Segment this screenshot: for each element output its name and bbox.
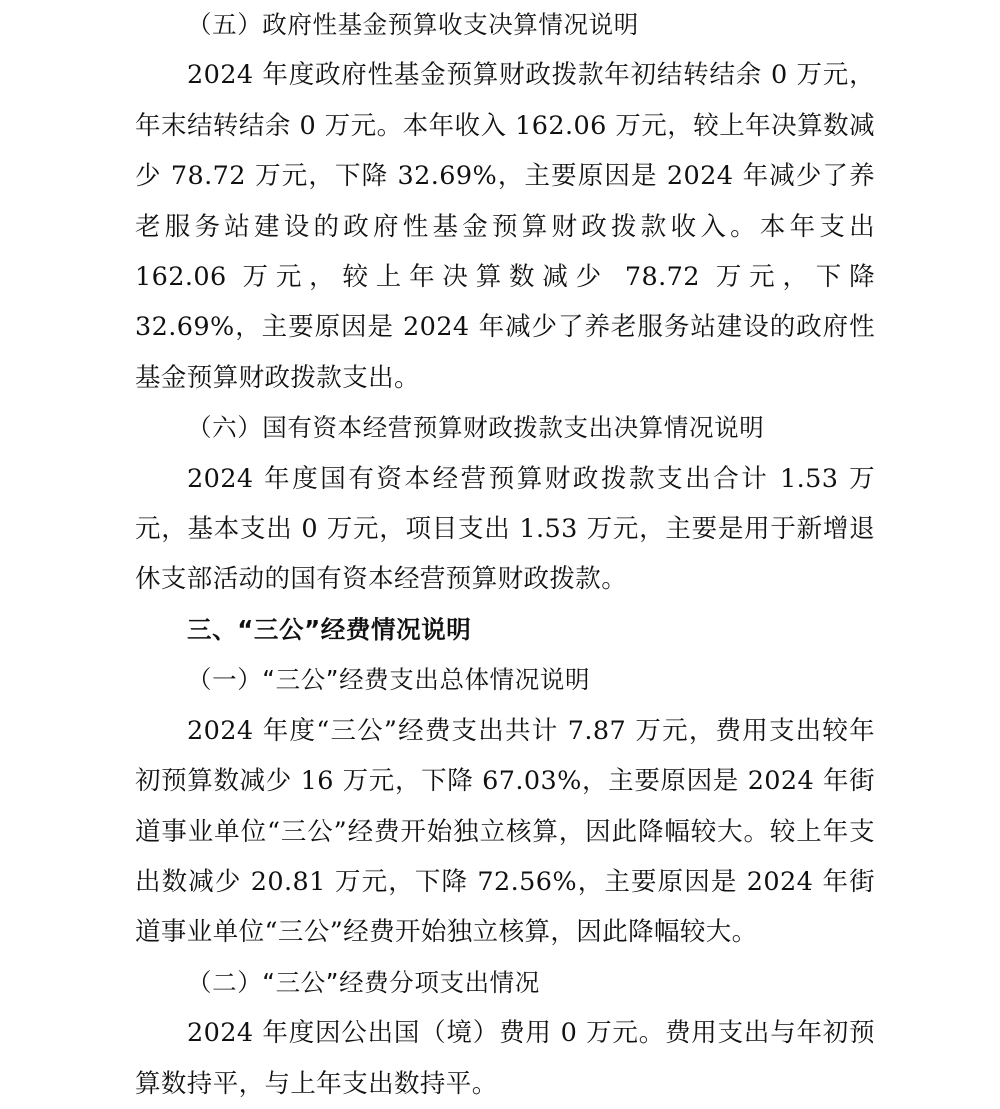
paragraph-state-capital: 2024 年度国有资本经营预算财政拨款支出合计 1.53 万元，基本支出 0 万元，项目支出 1.53 万元，主要是用于新增退休支部活动的国有资本经营预算财政拨款。 [135,463,875,595]
document-page [135,0,875,1109]
paragraph-government-fund: 2024 年度政府性基金预算财政拨款年初结转结余 0 万元，年末结转结余 0 万元。本年收入 162.06 万元，较上年决算数减少 78.72 万元，下降 32.69%，主要原因是 2024 年减少了养老服务站建设的政府性基金预算财政拨款收入。本年支出 162.06 万元，较上年决算数减少 78.72 万元，下降 32.69%，主要原因是 2024 年减少了养老服务站建设的政府性基金预算财政拨款支出。 [135,60,875,393]
section-heading-3-2: （二）“三公”经费分项支出情况 [187,967,540,997]
paragraph-three-public-items: 2024 年度因公出国（境）费用 0 万元。费用支出与年初预算数持平，与上年支出数持平。 [135,1018,875,1099]
paragraph-three-public-overall: 2024 年度“三公”经费支出共计 7.87 万元，费用支出较年初预算数减少 16 万元，下降 67.03%，主要原因是 2024 年街道事业单位“三公”经费开始独立核算，因此降幅较大。较上年支出数减少 20.81 万元，下降 72.56%，主要原因是 2024 年街道事业单位“三公”经费开始独立核算，因此降幅较大。 [135,715,875,948]
section-heading-3-1: （一）“三公”经费支出总体情况说明 [187,665,591,695]
section-heading-three-public: 三、“三公”经费情况说明 [187,614,472,644]
section-heading-5: （五）政府性基金预算收支决算情况说明 [187,10,639,39]
section-heading-6: （六）国有资本经营预算财政拨款支出决算情况说明 [187,413,765,443]
